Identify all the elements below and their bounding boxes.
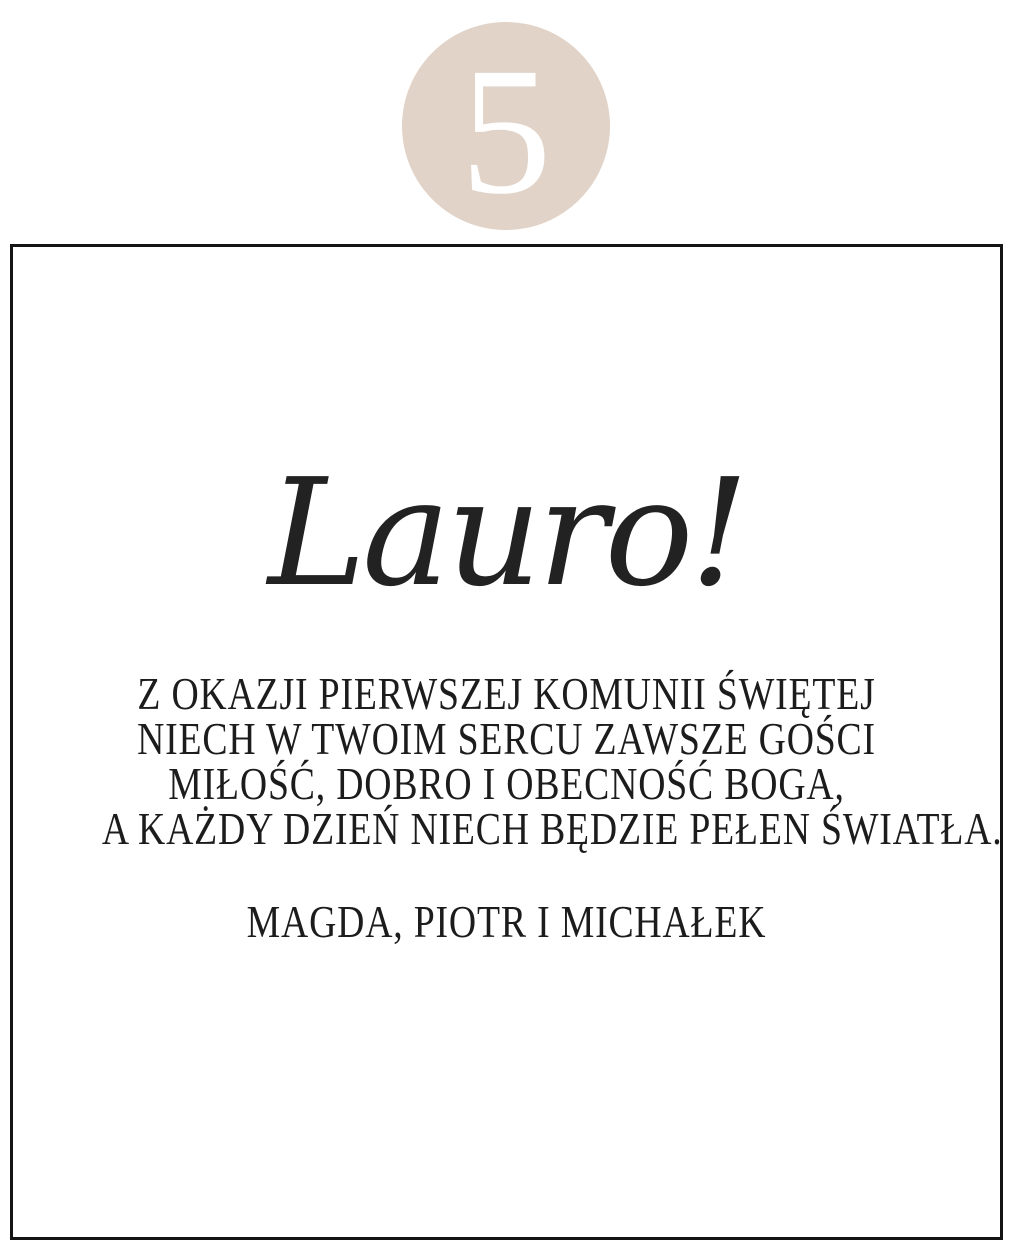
signature-wrap	[13, 896, 1000, 947]
message-line-4: A KAŻDY DZIEŃ NIECH BĘDZIE PEŁEN ŚWIATŁA.	[101, 803, 1003, 854]
card-frame	[10, 244, 1003, 1240]
greeting-script-text: Lauro!	[267, 447, 746, 619]
message-line-1: Z OKAZJI PIERWSZEJ KOMUNII ŚWIĘTEJ	[137, 668, 876, 719]
wish-message	[13, 668, 1003, 854]
number-badge-circle	[402, 22, 610, 230]
message-line-3: MIŁOŚĆ, DOBRO I OBECNOŚĆ BOGA,	[168, 758, 845, 809]
signature-text: MAGDA, PIOTR I MICHAŁEK	[246, 896, 767, 947]
badge-number: 5	[460, 31, 552, 232]
message-line-2: NIECH W TWOIM SERCU ZAWSZE GOŚCI	[137, 713, 876, 764]
